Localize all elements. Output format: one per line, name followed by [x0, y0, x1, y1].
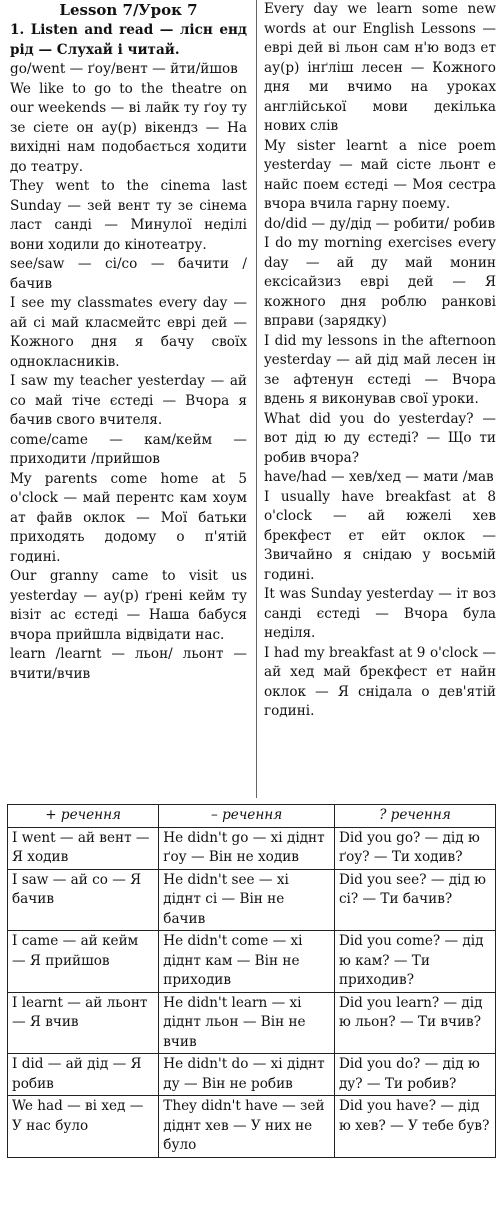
left-paragraph: I see my classmates every day — ай сі май класмейтс еврі дей — Кожного дня я бачу своїх однокласників.: [10, 295, 247, 370]
table-cell: He didn't come — хі діднт кам — Він не приходив: [159, 931, 335, 993]
left-paragraph: Our granny came to visit us yesterday — ау(р) ґрені кейм ту візіт ас єстеді — Наша бабуся вчора прийшла відвідати нас.: [10, 568, 247, 643]
right-paragraph: have/had — хев/хед — мати /мав: [264, 469, 494, 485]
left-paragraph: see/saw — сі/со — бачити / бачив: [10, 256, 247, 292]
left-paragraph: They went to the cinema last Sunday — зей вент ту зе сінема ласт санді — Минулої неділі вони ходили до кінотеатру.: [10, 178, 247, 253]
table-cell: They didn't have — зей діднт хев — У них не було: [159, 1096, 335, 1158]
table-cell: He didn't do — хі діднт ду — Він не робив: [159, 1054, 335, 1096]
table-cell: Did you have? — дід ю хев? — У тебе був?: [334, 1096, 495, 1158]
table-row: [8, 992, 496, 1054]
table-cell: Did you do? — дід ю ду? — Ти робив?: [334, 1054, 495, 1096]
table-row: [8, 931, 496, 993]
right-paragraph: Every day we learn some new words at our English Lessons — еврі дей ві льон сам н'ю водз ет ау(р) інґліш лесен — Кожного дня ми вчимо на уроках англійської мови декілька нових слів: [264, 1, 496, 134]
table-cell: He didn't see — хі діднт сі — Він не бачив: [159, 869, 335, 931]
task-heading: 1. Listen and read — лісн енд рід — Слухай і читай.: [10, 22, 247, 58]
right-paragraph: do/did — ду/дід — робити/ робив: [264, 215, 496, 232]
table-row: [8, 827, 496, 869]
left-paragraph: We like to go to the theatre on our weekends — ві лайк ту ґоу ту зе сіете он ау(р) вікендз — На вихідні нам подобається ходити до театру.: [10, 80, 247, 175]
right-paragraph: I do my morning exercises every day — ай ду май монин ексісайзиз еврі дей — Я кожного дня роблю ранкові вправи (зарядку): [264, 235, 496, 329]
left-paragraph: come/came — кам/кейм — приходити /прийшов: [10, 431, 247, 467]
table-cell: He didn't learn — хі діднт льон — Він не вчив: [159, 992, 335, 1054]
table-cell: Did you come? — дід ю кам? — Ти приходив?: [334, 931, 495, 993]
header-question: ? речення: [334, 805, 495, 828]
lesson-title: Lesson 7/Урок 7: [59, 1, 198, 19]
left-column: [10, 0, 247, 684]
table-cell: I came — ай кейм — Я прийшов: [8, 931, 159, 993]
right-paragraph: What did you do yesterday? — вот дід ю ду єстеді? — Що ти робив вчора?: [264, 410, 496, 466]
table-header-row: [8, 805, 496, 828]
left-paragraph: go/went — ґоу/вент — йти/йшов: [10, 61, 238, 77]
table-cell: I did — ай дід — Я робив: [8, 1054, 159, 1096]
table-cell: Did you go? — дід ю ґоу? — Ти ходив?: [334, 827, 495, 869]
right-paragraph: It was Sunday yesterday — іт воз санді єстеді — Вчора була неділя.: [264, 586, 496, 641]
left-paragraph: My parents come home at 5 o'clock — май перентс кам хоум ат файв оклок — Мої батьки приходять додому о п'ятій годині.: [10, 470, 247, 565]
table-cell: Did you learn? — дід ю льон? — Ти вчив?: [334, 992, 495, 1054]
right-paragraph: I did my lessons in the afternoon yesterday — ай дід май лесен ін зе афтенун єстеді — Вчора вдень я виконував свої уроки.: [264, 332, 496, 407]
left-paragraph: learn /learnt — льон/ льонт — вчити/вчив: [10, 646, 247, 682]
right-paragraph: I usually have breakfast at 8 o'clock — ай южелі хев брекфест ет ейт оклок — Звичайно я снідаю у восьмій годині.: [264, 488, 496, 583]
right-column: [264, 0, 496, 722]
table-row: [8, 1096, 496, 1158]
table-cell: We had — ві хед — У нас було: [8, 1096, 159, 1158]
column-divider: [256, 0, 257, 798]
header-positive: + речення: [8, 805, 159, 828]
right-paragraph: My sister learnt a nice poem yesterday — май сісте льонт е найс поем єстеді — Моя сестра вчора вчила гарну поему.: [264, 137, 496, 212]
table-cell: I went — ай вент — Я ходив: [8, 827, 159, 869]
table-row: [8, 869, 496, 931]
table-cell: I learnt — ай льонт — Я вчив: [8, 992, 159, 1054]
table-cell: He didn't go — хі діднт ґоу — Він не ходив: [159, 827, 335, 869]
left-paragraph: I saw my teacher yesterday — ай со май тіче єстеді — Вчора я бачив свого вчителя.: [10, 373, 247, 428]
table-cell: Did you see? — дід ю сі? — Ти бачив?: [334, 869, 495, 931]
table-row: [8, 1054, 496, 1096]
right-paragraph: I had my breakfast at 9 o'clock — ай хед май брекфест ет найн оклок — Я снідала о дев'ятій годині.: [264, 644, 496, 719]
header-negative: – речення: [159, 805, 335, 828]
table-cell: I saw — ай со — Я бачив: [8, 869, 159, 931]
sentence-table: [7, 804, 496, 1158]
